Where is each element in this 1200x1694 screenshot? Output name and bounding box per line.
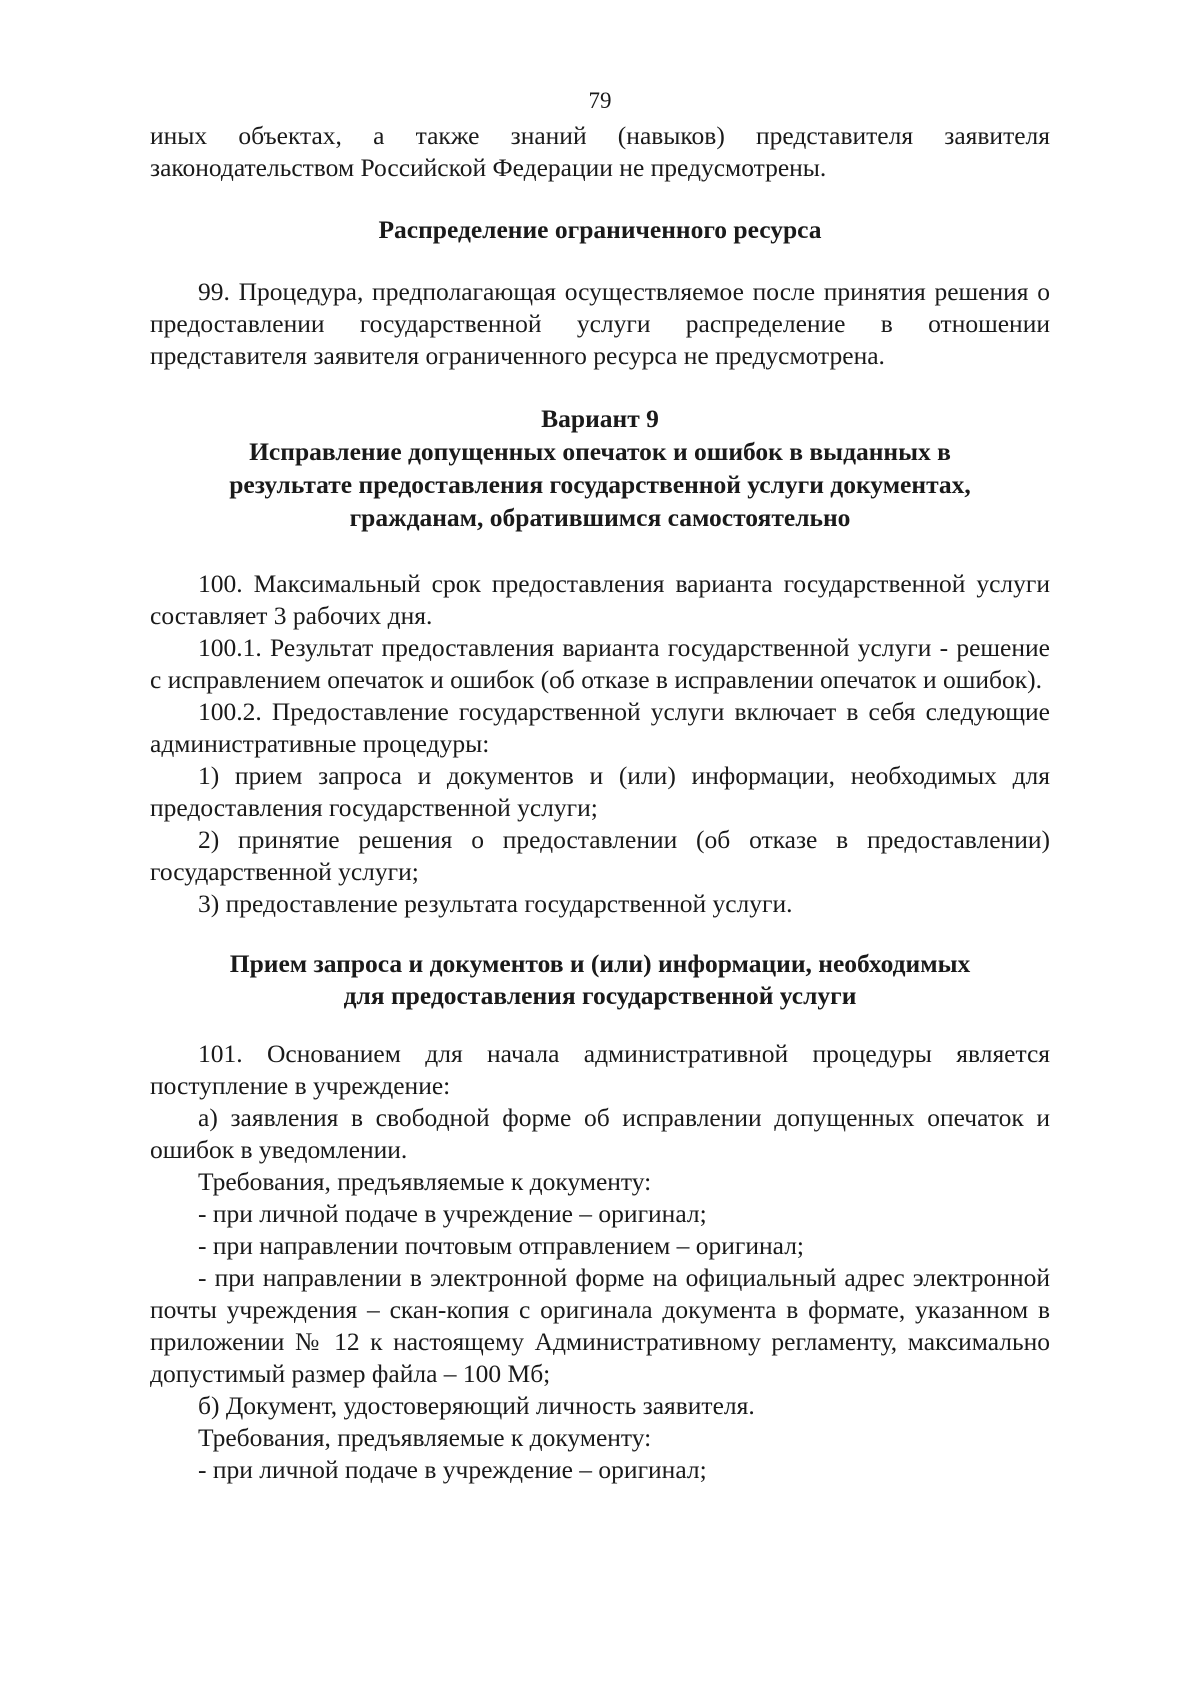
document-page (150, 86, 1050, 1486)
heading-variant-title-line-3: гражданам, обратившимся самостоятельно (349, 503, 851, 532)
paragraph-intro: иных объектах, а также знаний (навыков) представителя заявителя законодательством Российской Федерации не предусмотрены. (150, 121, 1050, 182)
requirements-heading-b: Требования, предъявляемые к документу: (198, 1423, 652, 1452)
heading-variant-title-line-1: Исправление допущенных опечаток и ошибок в выданных в (249, 437, 951, 466)
reception-heading-block (150, 948, 1050, 1012)
requirement-b-personal: - при личной подаче в учреждение – оригинал; (198, 1455, 707, 1484)
heading-reception-line-2: для предоставления государственной услуги (343, 981, 857, 1010)
paragraph-101: 101. Основанием для начала административной процедуры является поступление в учреждение: (150, 1039, 1050, 1100)
paragraph-101-a: а) заявления в свободной форме об исправлении допущенных опечаток и ошибок в уведомлении. (150, 1103, 1050, 1164)
paragraph-101-b: б) Документ, удостоверяющий личность заявителя. (198, 1391, 755, 1420)
heading-variant-title-line-2: результате предоставления государственной услуги документах, (229, 470, 971, 499)
requirement-a-postal: - при направлении почтовым отправлением – оригинал; (198, 1231, 805, 1260)
heading-reception-line-1: Прием запроса и документов и (или) информации, необходимых (229, 949, 971, 978)
page-number: 79 (588, 88, 612, 113)
paragraph-100: 100. Максимальный срок предоставления варианта государственной услуги составляет 3 рабочих дня. (150, 569, 1050, 630)
paragraph-100-1: 100.1. Результат предоставления варианта государственной услуги - решение с исправлением опечаток и ошибок (об отказе в исправлении опечаток и ошибок). (150, 633, 1050, 694)
list-item-procedure-1: 1) прием запроса и документов и (или) информации, необходимых для предоставления государственной услуги; (150, 761, 1050, 822)
heading-resource-distribution: Распределение ограниченного ресурса (378, 215, 822, 244)
list-item-procedure-2: 2) принятие решения о предоставлении (об отказе в предоставлении) государственной услуги; (150, 825, 1050, 886)
list-item-procedure-3: 3) предоставление результата государственной услуги. (198, 889, 793, 918)
requirement-a-electronic: - при направлении в электронной форме на официальный адрес электронной почты учреждения – скан-копия с оригинала документа в формате, указанном в приложении № 12 к настоящему Административному регламенту, максимально допустимый размер файла – 100 Мб; (150, 1263, 1050, 1388)
heading-variant-9: Вариант 9 (541, 404, 659, 433)
paragraph-100-2: 100.2. Предоставление государственной услуги включает в себя следующие административные процедуры: (150, 697, 1050, 758)
variant-heading-block (150, 402, 1050, 534)
requirements-heading-a: Требования, предъявляемые к документу: (198, 1167, 652, 1196)
paragraph-99: 99. Процедура, предполагающая осуществляемое после принятия решения о предоставлении государственной услуги распределение в отношении представителя заявителя ограниченного ресурса не предусмотрена. (150, 277, 1050, 370)
requirement-a-personal: - при личной подаче в учреждение – оригинал; (198, 1199, 707, 1228)
